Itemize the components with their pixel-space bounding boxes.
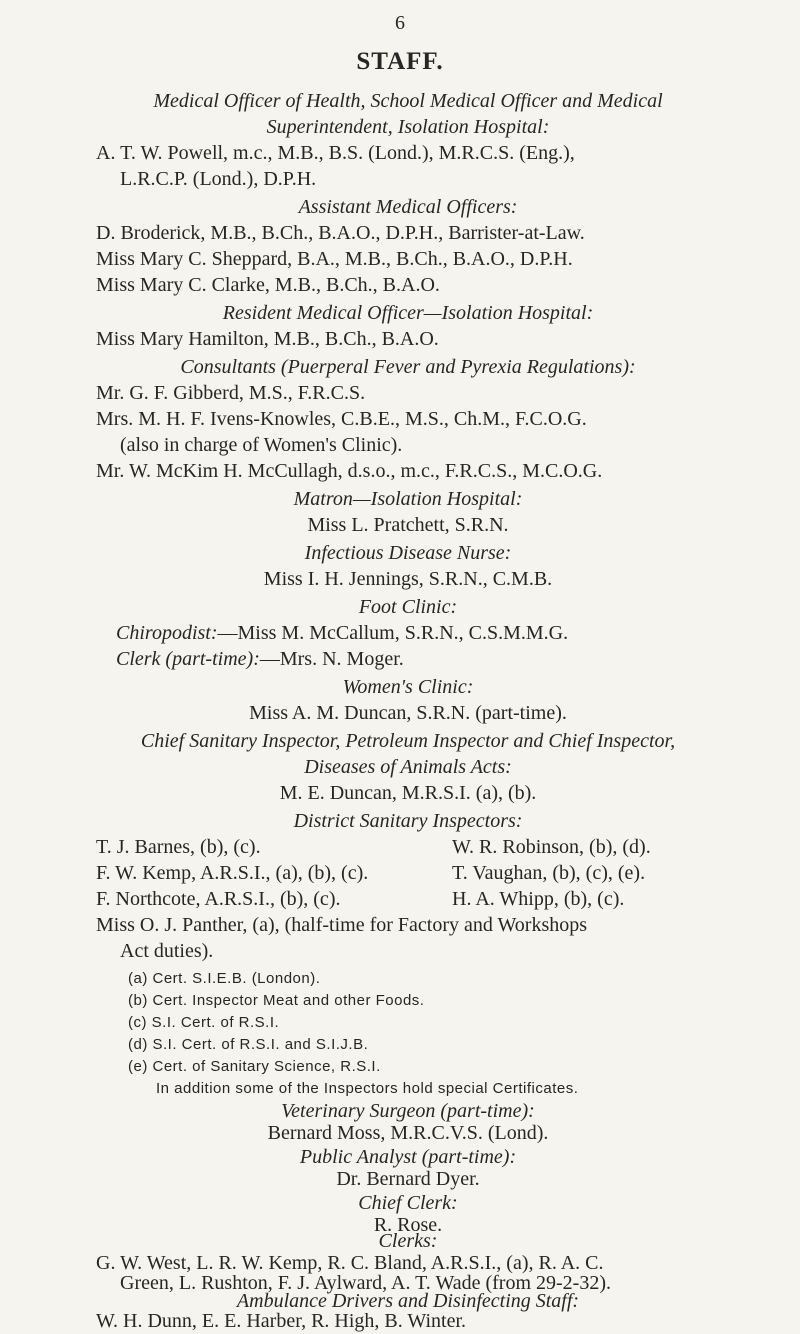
dsi-panther-line-2: Act duties). <box>120 940 214 962</box>
role-name: —Mrs. N. Moger. <box>259 648 404 670</box>
vet-entry: Bernard Moss, M.R.C.V.S. (Lond). <box>267 1122 549 1144</box>
qualification-addition: In addition some of the Inspectors hold special Certificates. <box>156 1080 579 1097</box>
csi-heading-line-1: Chief Sanitary Inspector, Petroleum Inspector and Chief Inspector, <box>140 730 676 752</box>
moh-name-line-2: L.R.C.P. (Lond.), D.P.H. <box>120 168 317 190</box>
clerks-heading: Clerks: <box>378 1230 438 1252</box>
amo-heading: Assistant Medical Officers: <box>298 196 518 218</box>
vet-heading: Veterinary Surgeon (part-time): <box>281 1100 535 1122</box>
dsi-entry-left: T. J. Barnes, (b), (c). <box>96 836 261 858</box>
role-name: —Miss M. McCallum, S.R.N., C.S.M.M.G. <box>217 622 569 644</box>
moh-heading-line-2: Superintendent, Isolation Hospital: <box>266 116 550 138</box>
dsi-entry-right: W. R. Robinson, (b), (d). <box>452 836 651 858</box>
moh-name-line-1: A. T. W. Powell, m.c., M.B., B.S. (Lond.), M.R.C.S. (Eng.), <box>96 142 575 164</box>
consultant-entry: Mr. G. F. Gibberd, M.S., F.R.C.S. <box>96 382 366 404</box>
matron-entry: Miss L. Pratchett, S.R.N. <box>307 514 509 536</box>
clerks-line-1: G. W. West, L. R. W. Kemp, R. C. Bland, A.R.S.I., (a), R. A. C. <box>96 1252 604 1274</box>
consultants-heading: Consultants (Puerperal Fever and Pyrexia Regulations): <box>180 356 636 378</box>
clerks-line-2: Green, L. Rushton, F. J. Aylward, A. T. Wade (from 29-2-32). <box>120 1272 611 1294</box>
csi-entry: M. E. Duncan, M.R.S.I. (a), (b). <box>279 782 537 804</box>
consultant-entry: Mr. W. McKim H. McCullagh, d.s.o., m.c., F.R.C.S., M.C.O.G. <box>96 460 603 482</box>
nurse-entry: Miss I. H. Jennings, S.R.N., C.M.B. <box>263 568 553 590</box>
chief-clerk-heading: Chief Clerk: <box>358 1192 458 1214</box>
foot-clinic-entry <box>116 646 776 672</box>
dsi-entry-right: H. A. Whipp, (b), (c). <box>452 888 625 910</box>
qualification-note: (b) Cert. Inspector Meat and other Foods. <box>128 992 425 1009</box>
csi-heading-line-2: Diseases of Animals Acts: <box>304 756 512 778</box>
rmo-heading: Resident Medical Officer—Isolation Hospital: <box>222 302 594 324</box>
consultant-note: (also in charge of Women's Clinic). <box>120 434 403 456</box>
womens-clinic-heading: Women's Clinic: <box>342 676 474 698</box>
analyst-heading: Public Analyst (part-time): <box>299 1146 517 1168</box>
role-label: Clerk (part-time): <box>116 648 260 670</box>
amo-entry: Miss Mary C. Clarke, M.B., B.Ch., B.A.O. <box>96 274 440 296</box>
foot-clinic-entry <box>116 620 776 646</box>
qualification-note: (a) Cert. S.I.E.B. (London). <box>128 970 321 987</box>
dsi-heading: District Sanitary Inspectors: <box>293 810 523 832</box>
dsi-entry-left: F. Northcote, A.R.S.I., (b), (c). <box>96 888 341 910</box>
page-number: 6 <box>395 12 405 34</box>
ambulance-heading: Ambulance Drivers and Disinfecting Staff: <box>236 1290 580 1312</box>
consultant-entry: Mrs. M. H. F. Ivens-Knowles, C.B.E., M.S., Ch.M., F.C.O.G. <box>96 408 587 430</box>
page-title: STAFF. <box>356 48 444 75</box>
qualification-note: (c) S.I. Cert. of R.S.I. <box>128 1014 280 1031</box>
ambulance-entry: W. H. Dunn, E. E. Harber, R. High, B. Winter. <box>96 1310 467 1332</box>
rmo-entry: Miss Mary Hamilton, M.B., B.Ch., B.A.O. <box>96 328 439 350</box>
chief-clerk-entry: R. Rose. <box>373 1214 443 1236</box>
dsi-panther-line-1: Miss O. J. Panther, (a), (half-time for Factory and Workshops <box>96 914 588 936</box>
amo-entry: Miss Mary C. Sheppard, B.A., M.B., B.Ch., B.A.O., D.P.H. <box>96 248 573 270</box>
qualification-note: (e) Cert. of Sanitary Science, R.S.I. <box>128 1058 381 1075</box>
dsi-entry-left: F. W. Kemp, A.R.S.I., (a), (b), (c). <box>96 862 369 884</box>
foot-clinic-heading: Foot Clinic: <box>358 596 458 618</box>
analyst-entry: Dr. Bernard Dyer. <box>336 1168 480 1190</box>
dsi-entry-right: T. Vaughan, (b), (c), (e). <box>452 862 646 884</box>
moh-heading-line-1: Medical Officer of Health, School Medical Officer and Medical <box>153 90 663 112</box>
role-label: Chiropodist: <box>116 622 218 644</box>
womens-clinic-entry: Miss A. M. Duncan, S.R.N. (part-time). <box>249 702 567 724</box>
amo-entry: D. Broderick, M.B., B.Ch., B.A.O., D.P.H., Barrister-at-Law. <box>96 222 585 244</box>
nurse-heading: Infectious Disease Nurse: <box>304 542 512 564</box>
matron-heading: Matron—Isolation Hospital: <box>293 488 523 510</box>
qualification-note: (d) S.I. Cert. of R.S.I. and S.I.J.B. <box>128 1036 369 1053</box>
